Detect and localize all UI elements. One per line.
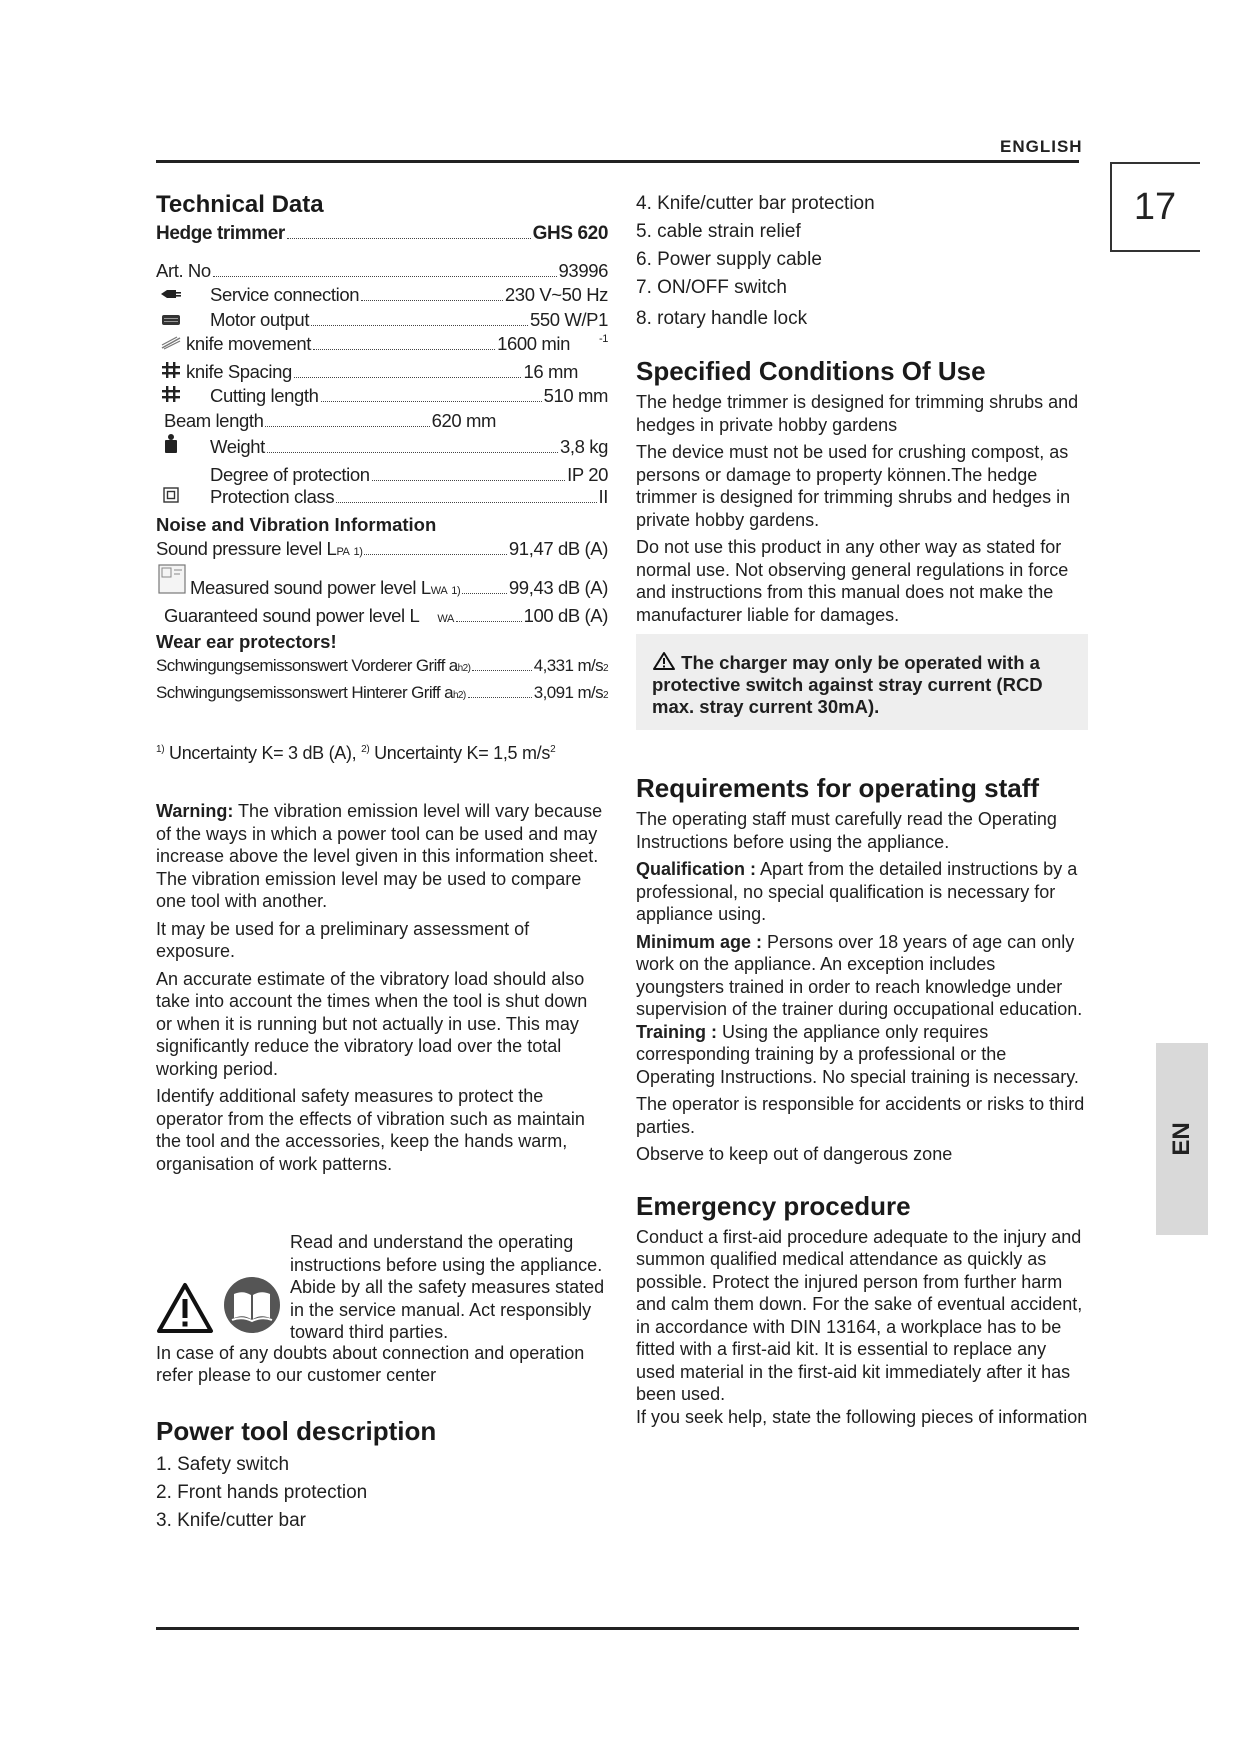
list-item: 1. Safety switch (156, 1453, 290, 1475)
qualification-paragraph: Qualification : Apart from the detailed instructions by a professional, no special qualification is necessary for appliance using. (636, 859, 1078, 924)
warning-paragraph-3: An accurate estimate of the vibratory load should also take into account the times when the tool is shut down or when it is running but not actually in use. This may significantly reduce the vibratory load over the total working period. (156, 968, 588, 1079)
leader-dots (311, 325, 528, 326)
training-label: Training (636, 1021, 707, 1042)
spec-label: Weight (210, 436, 265, 457)
warning-text: The vibration emission level will vary because of the ways in which a power tool can be used and may increase above the level given in this information sheet. The vibration emission level may be used to compare one tool with another. (156, 801, 603, 911)
leader-dots (372, 480, 565, 481)
read-manual-icon (220, 1276, 284, 1340)
sound-power-label: Measured sound power level L (190, 577, 431, 598)
spec-row-degree-of-protection (156, 463, 608, 488)
leader-dots (321, 401, 542, 402)
left-column (156, 190, 608, 1535)
min-age-text: Persons over 18 years of age can only work on the appliance. An exception includes youngsters trained in order to reach knowledge under supervision of the trainer during occupational education. (636, 931, 1083, 1019)
spec-unit-superscript: -1 (599, 333, 608, 345)
leader-dots (213, 276, 557, 277)
uncertainty-1: Uncertainty K= 3 dB (A), (169, 742, 357, 763)
footnote-mark: 2) (361, 743, 370, 755)
spec-value: 620 mm (431, 409, 496, 431)
right-column (636, 190, 1088, 1433)
requirements-title: Requirements for operating staff (636, 773, 1040, 803)
power-tool-description-title: Power tool description (156, 1415, 437, 1446)
unit-superscript: 2 (603, 662, 608, 674)
sound-power-icon (156, 564, 190, 594)
footnote-mark: 1) (353, 545, 363, 558)
unit-superscript: 2 (550, 743, 556, 755)
customer-center-text: In case of any doubts about connection and operation refer please to our customer center (156, 1342, 585, 1385)
spec-value: 93996 (558, 259, 608, 281)
spec-value: II (598, 486, 608, 507)
language-side-tab-label: EN (1168, 1122, 1195, 1156)
emergency-info-paragraph: If you seek help, state the following pieces of information (636, 1406, 1088, 1427)
footnote-mark: 2) (462, 662, 471, 674)
noise-vibration-title: Noise and Vibration Information (156, 514, 437, 535)
subscript: WA (437, 612, 454, 625)
list-item: 5. cable strain relief (636, 221, 801, 242)
vibration-rear-row (156, 681, 608, 709)
list-item: 7. ON/OFF switch (636, 277, 787, 298)
bottom-rule (156, 1627, 1079, 1630)
spec-row-weight (156, 433, 608, 460)
warning-triangle-icon (652, 651, 676, 671)
footnote-mark: 1) (451, 585, 461, 597)
spec-row-beam-length (156, 409, 608, 434)
warning-paragraph-2: It may be used for a preliminary assessment of exposure. (156, 918, 530, 961)
spec-value: 1600 min (497, 333, 570, 354)
technical-data-title: Technical Data (156, 191, 324, 218)
qualification-text: Apart from the detailed instructions by a professional, no special qualification is necessary for appliance using. (636, 859, 1078, 924)
qualification-label: Qualification (636, 859, 746, 879)
training-paragraph: Training : Using the appliance only requires corresponding training by a professional or the Operating Instructions. No special training is necessary. (636, 1021, 1079, 1087)
vibration-front-label: Schwingungsemissonswert Vorderer Griff a (156, 655, 458, 675)
sound-power-row (156, 564, 608, 604)
spec-value: 510 mm (543, 385, 608, 406)
subscript: h (457, 662, 463, 674)
read-instructions-block (156, 1231, 608, 1387)
plug-icon (156, 287, 186, 301)
sound-pressure-label: Sound pressure level L (156, 537, 337, 559)
warning-triangle-icon (156, 1282, 214, 1340)
list-item: 6. Power supply cable (636, 249, 822, 270)
list-item: 2. Front hands protection (156, 1481, 368, 1503)
emergency-paragraph: Conduct a first-aid procedure adequate to the injury and summon qualified medical attendance as quickly as possible. Protect the injured person from further harm and calm them down. For the sake of eventual accident, in accordance with DIN 13164, a workplace has to be fitted with a first-aid kit. It is essential to replace any used material in the first-aid kit immediately after it has been used. (636, 1226, 1083, 1404)
blade-movement-icon (156, 336, 186, 350)
danger-zone-paragraph: Observe to keep out of dangerous zone (636, 1144, 953, 1164)
spec-row-motor-output (156, 308, 608, 333)
spec-value: 550 W/P1 (529, 308, 608, 330)
spec-label: Art. No (156, 259, 211, 281)
subscript: PA (336, 545, 350, 558)
spec-label: Cutting length (210, 385, 319, 406)
leader-dots (472, 670, 531, 671)
guaranteed-sound-row (156, 604, 608, 632)
leader-dots (462, 593, 507, 594)
language-side-tab[interactable] (1156, 1043, 1208, 1235)
responsibility-paragraph: The operator is responsible for accidents or risks to third parties. (636, 1094, 1085, 1137)
spec-row-art-no (156, 259, 608, 284)
vibration-rear-label: Schwingungsemissonswert Hinterer Griff a (156, 683, 453, 702)
conditions-paragraph-2: The device must not be used for crushing compost, as persons or damage to property können.The hedge trimmer is designed for trimming shrubs and hedges in private hobby gardens. (636, 442, 1071, 530)
list-item: 3. Knife/cutter bar (156, 1509, 306, 1531)
spec-label: Protection class (210, 486, 335, 507)
page-number: 17 (1133, 186, 1177, 228)
sound-pressure-row (156, 537, 608, 565)
warning-section (156, 800, 608, 1175)
spec-row-knife-movement (156, 332, 608, 360)
uncertainty-footnote (156, 739, 608, 765)
list-item: 8. rotary handle lock (636, 308, 808, 329)
product-label: Hedge trimmer (156, 223, 285, 244)
specified-conditions-title: Specified Conditions Of Use (636, 356, 986, 386)
footnote-mark: 1) (156, 743, 165, 755)
min-age-label: Minimum age (636, 931, 752, 952)
spec-label: Service connection (210, 284, 360, 305)
motor-icon (156, 314, 186, 326)
subscript: WA (430, 585, 448, 597)
spec-row-service-connection (156, 283, 608, 308)
emergency-title: Emergency procedure (636, 1190, 911, 1221)
spec-label: Beam length (164, 409, 264, 431)
protection-class-icon (156, 487, 186, 503)
guaranteed-sound-label: Guaranteed sound power level L (164, 604, 420, 626)
leader-dots (267, 452, 558, 453)
product-row (156, 222, 608, 247)
uncertainty-2: Uncertainty K= 1,5 m/s (374, 742, 551, 763)
list-item: 4. Knife/cutter bar protection (636, 193, 875, 214)
cutting-length-icon (156, 386, 186, 402)
spec-row-cutting-length (156, 384, 608, 409)
blade-spacing-icon (156, 362, 186, 378)
spec-label: knife Spacing (186, 360, 292, 382)
requirements-intro: The operating staff must carefully read the Operating Instructions before using the appliance. (636, 809, 1057, 852)
unit-superscript: 2 (603, 690, 608, 701)
vibration-front-value: 4,331 m/s (533, 655, 604, 675)
product-model: GHS 620 (532, 223, 608, 244)
guaranteed-sound-value: 100 dB (A) (523, 604, 608, 626)
parts-list-left (156, 1451, 608, 1535)
leader-dots (361, 300, 503, 301)
warning-paragraph-4: Identify additional safety measures to protect the operator from the effects of vibration such as maintain the tool and the accessories, keep the hands warm, organisation of work patterns. (156, 1086, 585, 1174)
sound-pressure-value: 91,47 dB (A) (508, 537, 608, 559)
leader-dots (265, 426, 429, 427)
spec-label: Motor output (210, 308, 310, 330)
subscript: h (452, 690, 458, 701)
leader-dots (287, 238, 531, 239)
weight-icon (156, 433, 186, 453)
leader-dots (456, 621, 522, 622)
warning-label: Warning: (156, 801, 234, 821)
min-age-paragraph: Minimum age : Persons over 18 years of age can only work on the appliance. An exception includes youngsters trained in order to reach knowledge under supervision of the trainer during occupational education. (636, 931, 1083, 1019)
top-rule (156, 160, 1079, 163)
footnote-mark: 2) (457, 690, 466, 701)
leader-dots (364, 554, 506, 555)
spec-label: knife movement (186, 333, 311, 354)
conditions-paragraph-1: The hedge trimmer is designed for trimming shrubs and hedges in private hobby gardens (636, 392, 1079, 435)
spec-value: IP 20 (567, 463, 608, 485)
rcd-notice-box (636, 634, 1088, 730)
spec-label: Degree of protection (210, 463, 370, 485)
training-text: Using the appliance only requires corresponding training by a professional or the Operating Instructions. No special training is necessary. (636, 1021, 1079, 1087)
ear-protection-note: Wear ear protectors! (156, 631, 337, 652)
tech-data-table (156, 259, 608, 509)
warning-paragraph (156, 800, 608, 913)
leader-dots (336, 502, 596, 503)
spec-value: 230 V~50 Hz (504, 284, 608, 305)
leader-dots (294, 377, 522, 378)
leader-dots (468, 697, 532, 698)
spec-row-protection-class (156, 487, 608, 508)
spec-row-knife-spacing (156, 360, 608, 385)
spec-value: 3,8 kg (560, 436, 608, 457)
leader-dots (313, 349, 495, 350)
vibration-rear-value: 3,091 m/s (533, 683, 604, 702)
vibration-front-row (156, 654, 608, 682)
language-header: ENGLISH (1000, 137, 1083, 156)
spec-value: 16 mm (523, 360, 578, 382)
warning-symbols (156, 1231, 608, 1340)
rcd-notice-text: The charger may only be operated with a protective switch against stray current (RCD max. stray current 30mA). (652, 652, 1043, 717)
conditions-paragraph-3: Do not use this product in any other way as stated for normal use. Not observing general regulations in force and instructions from this manual does not make the manufacturer liable for damages. (636, 537, 1069, 625)
sound-power-value: 99,43 dB (A) (508, 577, 608, 598)
read-instructions-text: Read and understand the operating instructions before using the appliance. Abide by all the safety measures stated in the service manual. Act responsibly toward third parties. (290, 1232, 605, 1342)
parts-list-right (636, 190, 1088, 333)
